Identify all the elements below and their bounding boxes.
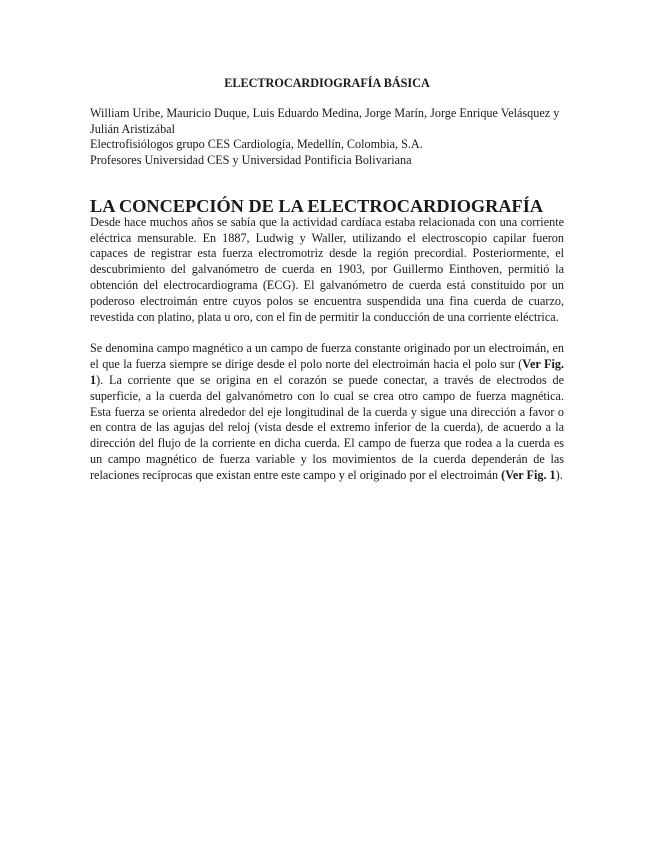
section-heading: LA CONCEPCIÓN DE LA ELECTROCARDIOGRAFÍA bbox=[90, 195, 544, 216]
author-block bbox=[90, 106, 564, 169]
author-affiliation: Electrofisiólogos grupo CES Cardiología, Medellín, Colombia, S.A. bbox=[90, 137, 423, 152]
figure-reference-2: (Ver Fig. 1 bbox=[501, 467, 556, 482]
paragraph-2-text-1: Se denomina campo magnético a un campo de fuerza constante originado por un electroimán, en el que la fuerza siempre se dirige desde el polo norte del electroimán hacia el polo sur ( bbox=[90, 341, 564, 372]
document-title: ELECTROCARDIOGRAFÍA BÁSICA bbox=[224, 76, 430, 90]
figure-reference-1: Ver Fig. 1 bbox=[90, 357, 564, 387]
paragraph-2 bbox=[90, 341, 564, 483]
author-institutions: Profesores Universidad CES y Universidad Pontificia Bolivariana bbox=[90, 153, 412, 168]
author-names: William Uribe, Mauricio Duque, Luis Eduardo Medina, Jorge Marín, Jorge Enrique Velásquez y Julián Aristizábal bbox=[90, 105, 560, 136]
paragraph-2-text-2: ). La corriente que se origina en el corazón se puede conectar, a través de electrodos de superficie, a la cuerda del galvanómetro con lo cual se crea otro campo de fuerza magnética. Esta fuerza se orienta alrededor del eje longitudinal de la cuerda y sigue una dirección a favor o en contra de las agujas del reloj (vista desde el extremo inferior de la cuerda), de acuerdo a la dirección del flujo de la corriente en dicha cuerda. El campo de fuerza que rodea a la cuerda es un campo magnético de fuerza variable y los movimientos de la cuerda dependerán de las relaciones recíprocas que existan entre este campo y el originado por el electroimán bbox=[90, 372, 564, 482]
paragraph-2-text-3: ). bbox=[555, 467, 563, 482]
document-body bbox=[90, 76, 564, 484]
paragraph-1: Desde hace muchos años se sabía que la actividad cardíaca estaba relacionada con una corriente eléctrica mensurable. En 1887, Ludwig y Waller, utilizando el electroscopio capilar fueron capaces de registrar esta fuerza electromotriz desde la región precordial. Posteriormente, el descubrimiento del galvanómetro de cuerda en 1903, por Guillermo Einthoven, permitió la obtención del electrocardiograma (ECG). El galvanómetro de cuerda está constituido por un poderoso electroimán entre cuyos polos se encuentra suspendida una fina cuerda de cuarzo, revestida con platino, plata u oro, con el fin de permitir la conducción de una corriente eléctrica. bbox=[90, 214, 564, 324]
